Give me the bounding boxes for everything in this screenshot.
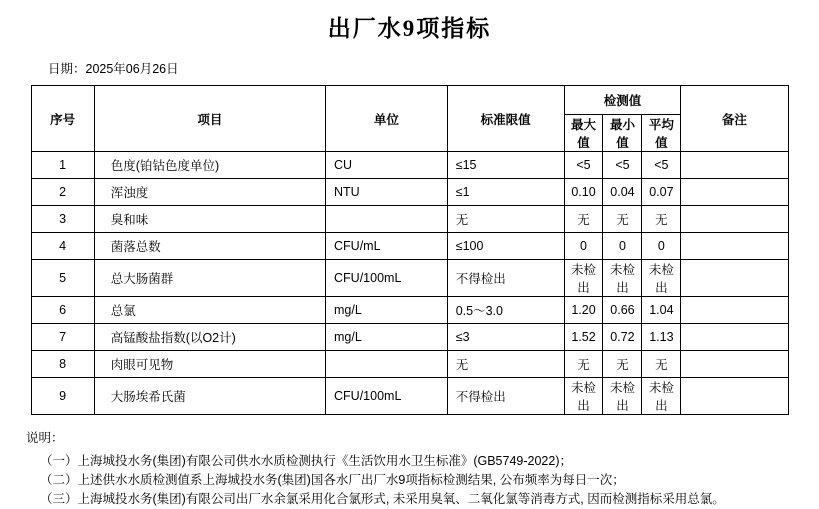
cell-avg: 0 [642,233,681,260]
cell-unit [326,206,448,233]
cell-limit: ≤100 [447,233,564,260]
cell-avg: 0.07 [642,179,681,206]
column-header-avg: 平均值 [642,115,681,152]
cell-no: 7 [31,324,94,351]
cell-avg: <5 [642,152,681,179]
water-quality-table [31,85,789,415]
cell-unit: mg/L [326,297,448,324]
notes-label: 说明： [26,431,64,445]
cell-no: 6 [31,297,94,324]
table-header-row-1 [31,86,788,115]
report-date: 日期：2025年06月26日 [48,62,179,76]
cell-remark [681,378,788,415]
cell-unit: CFU/100mL [326,378,448,415]
cell-no: 4 [31,233,94,260]
column-header-no: 序号 [31,86,94,152]
cell-max: 1.20 [564,297,603,324]
cell-min: <5 [603,152,642,179]
cell-no: 3 [31,206,94,233]
cell-max: <5 [564,152,603,179]
cell-item: 高锰酸盐指数(以O2计) [94,324,325,351]
cell-item: 大肠埃希氏菌 [94,378,325,415]
cell-unit [326,351,448,378]
cell-no: 1 [31,152,94,179]
cell-avg: 1.13 [642,324,681,351]
cell-avg: 1.04 [642,297,681,324]
note-item: （一）上海城投水务(集团)有限公司供水水质检测执行《生活饮用水卫生标准》(GB5749-2022)； [40,454,572,468]
cell-remark [681,206,788,233]
cell-max: 未检出 [564,260,603,297]
cell-no: 8 [31,351,94,378]
cell-max: 无 [564,351,603,378]
table-row [31,378,788,415]
table-row [31,233,788,260]
cell-unit: mg/L [326,324,448,351]
cell-min: 0.66 [603,297,642,324]
cell-limit: 无 [447,351,564,378]
cell-no: 9 [31,378,94,415]
cell-remark [681,260,788,297]
cell-min: 未检出 [603,260,642,297]
column-header-unit: 单位 [326,86,448,152]
cell-limit: 不得检出 [447,378,564,415]
cell-item: 菌落总数 [94,233,325,260]
column-header-item: 项目 [94,86,325,152]
cell-max: 1.52 [564,324,603,351]
table-row [31,152,788,179]
cell-min: 无 [603,206,642,233]
column-header-measured-group: 检测值 [564,86,681,115]
note-item: （三）上海城投水务(集团)有限公司出厂水余氯采用化合氯形式, 未采用臭氧、二氧化氯等消毒方式, 因而检测指标采用总氯。 [40,492,725,506]
table-row [31,351,788,378]
cell-item: 浑浊度 [94,179,325,206]
table-row [31,206,788,233]
cell-item: 色度(铂钴色度单位) [94,152,325,179]
cell-max: 0 [564,233,603,260]
table-row [31,260,788,297]
cell-unit: NTU [326,179,448,206]
cell-avg: 无 [642,206,681,233]
cell-item: 总氯 [94,297,325,324]
cell-min: 0.04 [603,179,642,206]
cell-min: 无 [603,351,642,378]
table-row [31,179,788,206]
cell-no: 5 [31,260,94,297]
column-header-max: 最大值 [564,115,603,152]
cell-avg: 无 [642,351,681,378]
cell-max: 未检出 [564,378,603,415]
cell-limit: 不得检出 [447,260,564,297]
note-item: （二）上述供水水质检测值系上海城投水务(集团)国各水厂出厂水9项指标检测结果, 公布频率为每日一次； [40,473,625,487]
cell-remark [681,233,788,260]
cell-item: 肉眼可见物 [94,351,325,378]
cell-max: 0.10 [564,179,603,206]
cell-item: 总大肠菌群 [94,260,325,297]
cell-limit: ≤1 [447,179,564,206]
cell-unit: CU [326,152,448,179]
cell-min: 未检出 [603,378,642,415]
cell-remark [681,179,788,206]
page-title: 出厂水9项指标 [327,16,492,41]
table-row [31,324,788,351]
cell-avg: 未检出 [642,378,681,415]
cell-remark [681,324,788,351]
cell-no: 2 [31,179,94,206]
column-header-remark: 备注 [681,86,788,152]
cell-avg: 未检出 [642,260,681,297]
cell-unit: CFU/mL [326,233,448,260]
cell-min: 0 [603,233,642,260]
cell-remark [681,297,788,324]
column-header-min: 最小值 [603,115,642,152]
cell-item: 臭和味 [94,206,325,233]
column-header-limit: 标准限值 [447,86,564,152]
cell-remark [681,351,788,378]
cell-min: 0.72 [603,324,642,351]
cell-limit: ≤15 [447,152,564,179]
table-body [31,152,788,415]
cell-limit: 无 [447,206,564,233]
cell-unit: CFU/100mL [326,260,448,297]
cell-remark [681,152,788,179]
table-row [31,297,788,324]
cell-max: 无 [564,206,603,233]
cell-limit: 0.5～3.0 [447,297,564,324]
table-header [31,86,788,152]
cell-limit: ≤3 [447,324,564,351]
